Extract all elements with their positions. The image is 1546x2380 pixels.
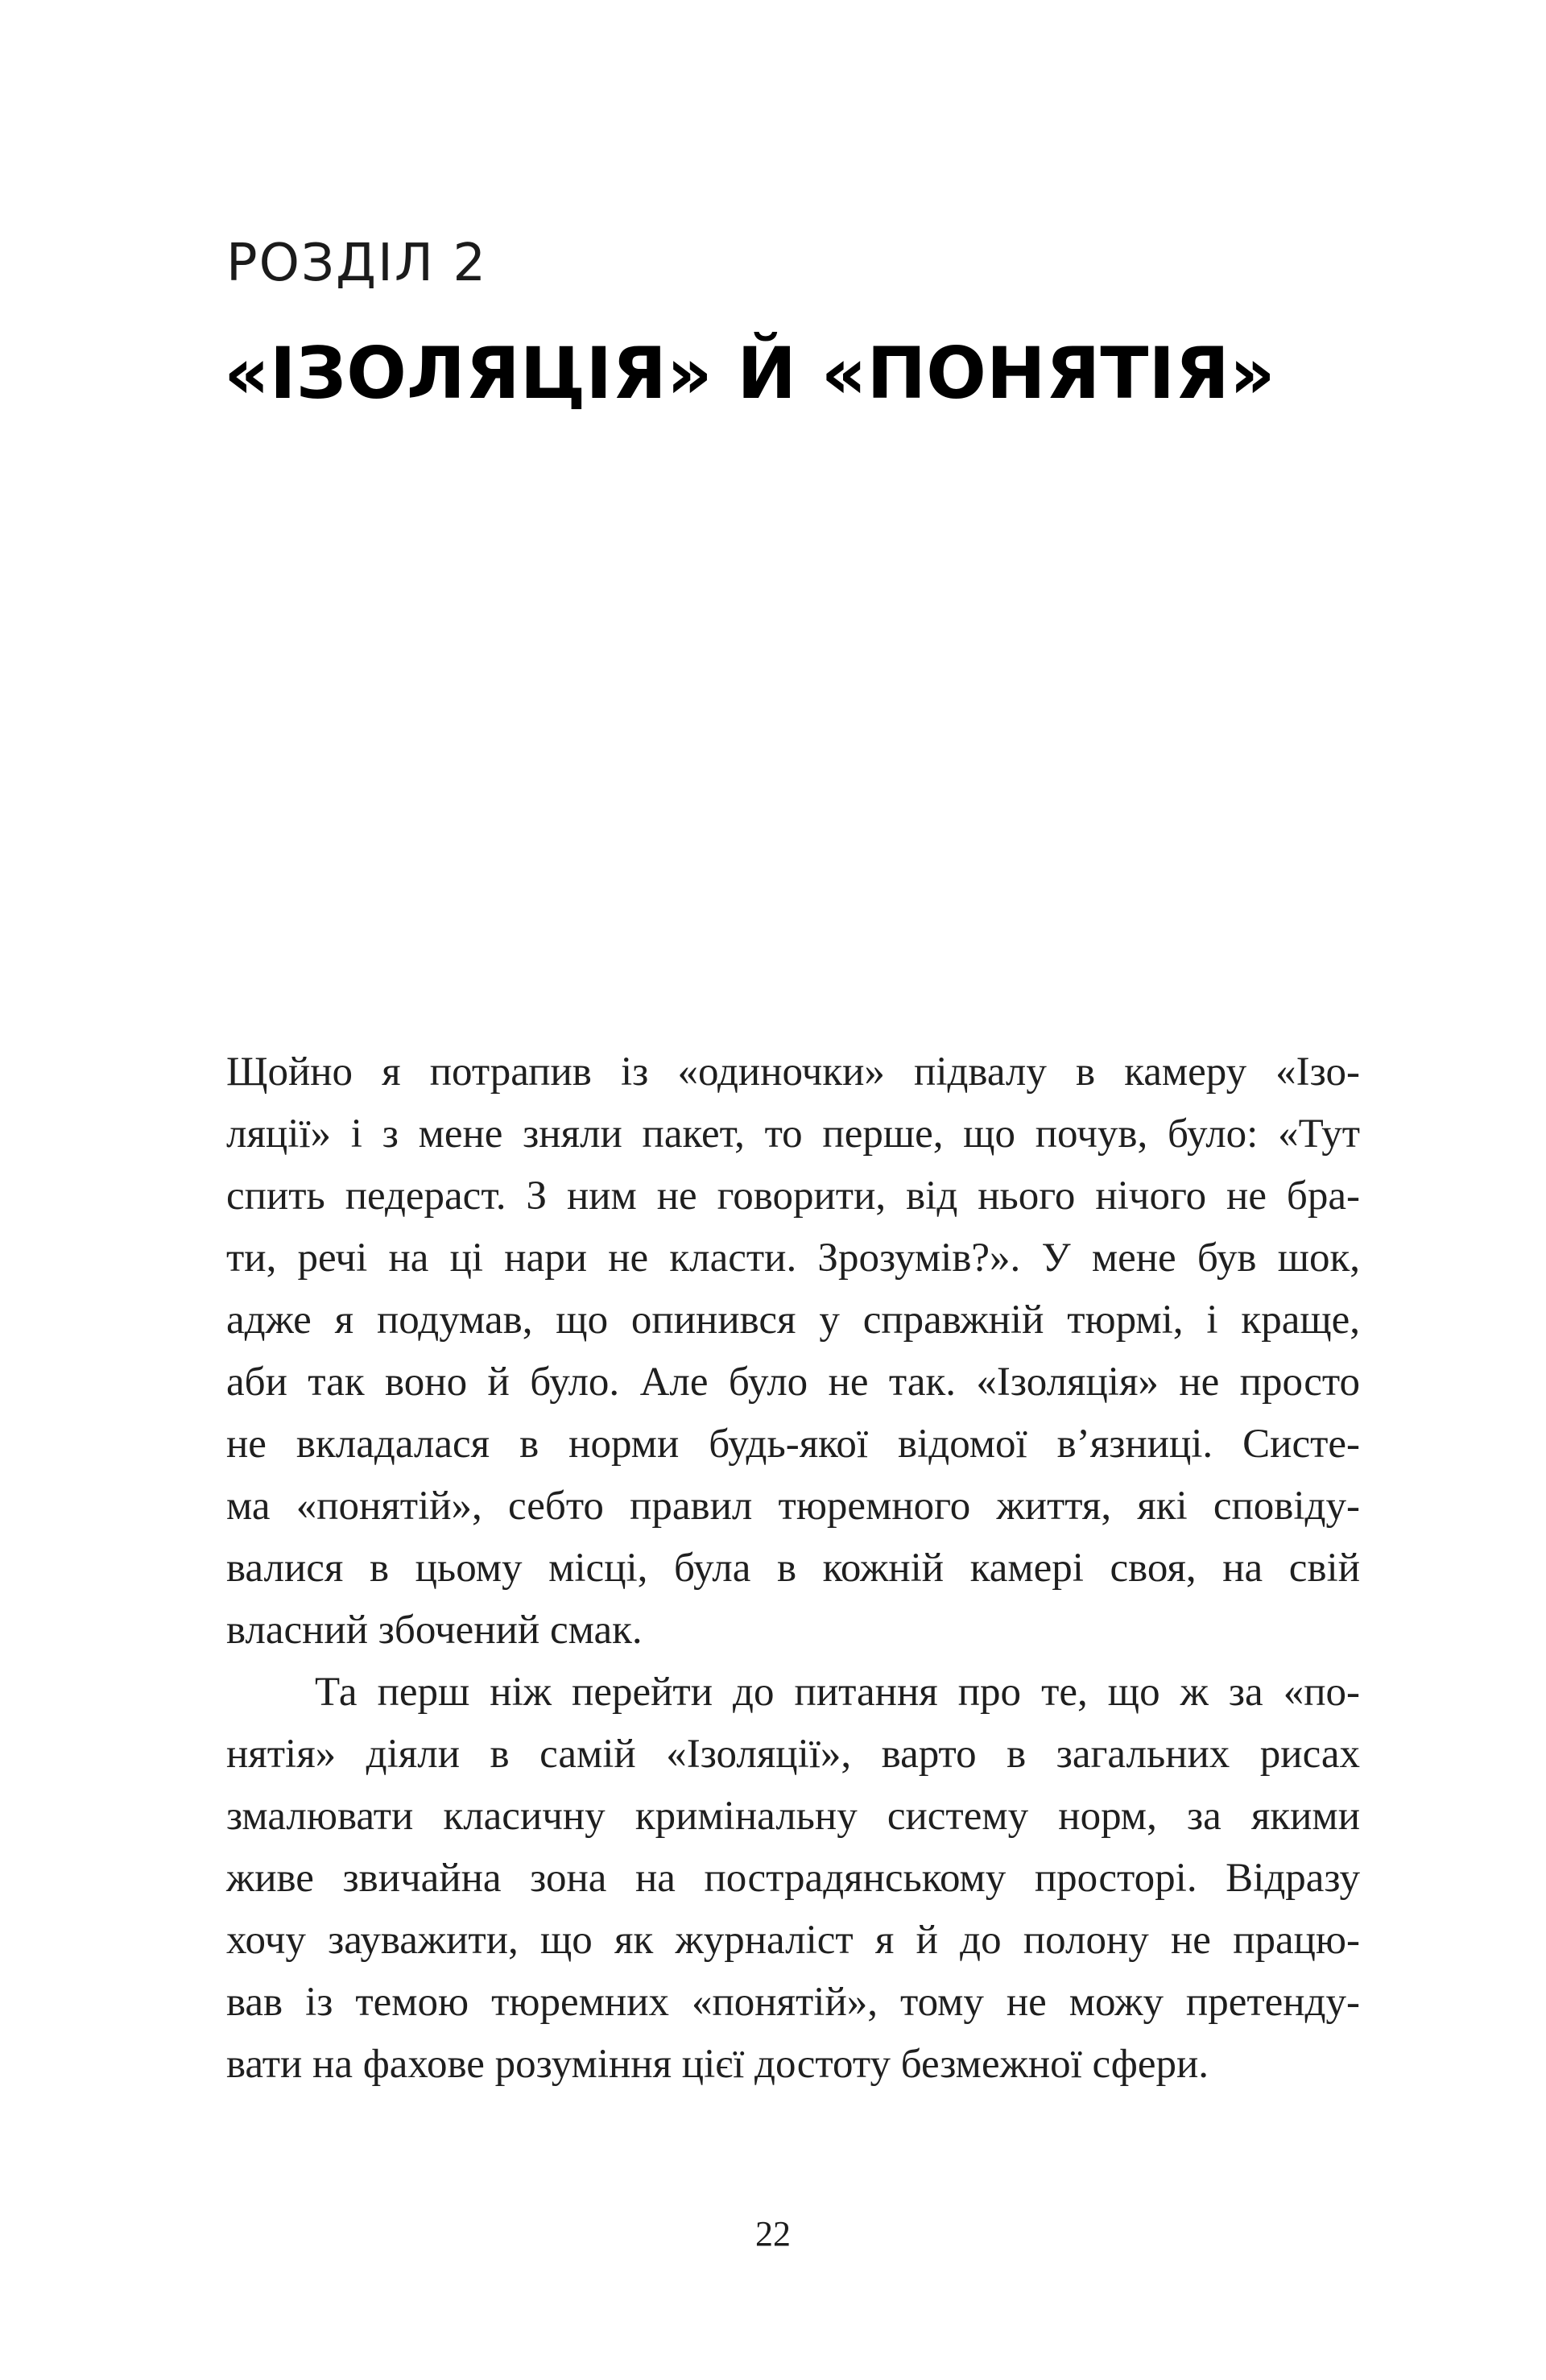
body-text-line: ма «понятій», себто правил тюремного життя, які сповіду- xyxy=(226,1484,1360,1529)
body-text-line: валися в цьому місці, була в кожній камері своя, на свій xyxy=(226,1546,1360,1591)
body-text-line: ти, речі на ці нари не класти. Зрозумів?». У мене був шок, xyxy=(226,1236,1360,1281)
body-text-line: нятія» діяли в самій «Ізоляції», варто в загальних рисах xyxy=(226,1732,1360,1777)
body-text-line: змалювати класичну кримінальну систему норм, за якими xyxy=(226,1794,1360,1839)
page-number: 22 xyxy=(755,2214,791,2254)
body-text-line: хочу зауважити, що як журналіст я й до полону не працю- xyxy=(226,1918,1360,1963)
chapter-label: РОЗДІЛ 2 xyxy=(226,234,488,293)
body-text-line: аби так воно й було. Але було не так. «Ізоляція» не просто xyxy=(226,1360,1360,1405)
body-text-line: живе звичайна зона на пострадянському просторі. Відразу xyxy=(226,1856,1360,1901)
chapter-title: «ІЗОЛЯЦІЯ» Й «ПОНЯТІЯ» xyxy=(224,332,1275,415)
body-text xyxy=(226,1041,1360,2096)
body-text-line: адже я подумав, що опинився у справжній тюрмі, і краще, xyxy=(226,1298,1360,1343)
body-text-line: спить педераст. З ним не говорити, від нього нічого не бра- xyxy=(226,1173,1360,1219)
body-text-line: Щойно я потрапив із «одиночки» підвалу в камеру «Ізо- xyxy=(226,1049,1360,1095)
body-text-line: власний збочений смак. xyxy=(226,1608,643,1653)
body-text-line: вав із темою тюремних «понятій», тому не можу претенду- xyxy=(226,1980,1360,2025)
body-text-line: вати на фахове розуміння цієї достоту безмежної сфери. xyxy=(226,2042,1209,2087)
body-text-line: не вкладалася в норми будь-якої відомої в’язниці. Систе- xyxy=(226,1422,1360,1467)
body-text-line: Та перш ніж перейти до питання про те, що ж за «по- xyxy=(315,1670,1360,1715)
body-text-line: ляції» і з мене зняли пакет, то перше, що почув, було: «Тут xyxy=(226,1111,1360,1157)
